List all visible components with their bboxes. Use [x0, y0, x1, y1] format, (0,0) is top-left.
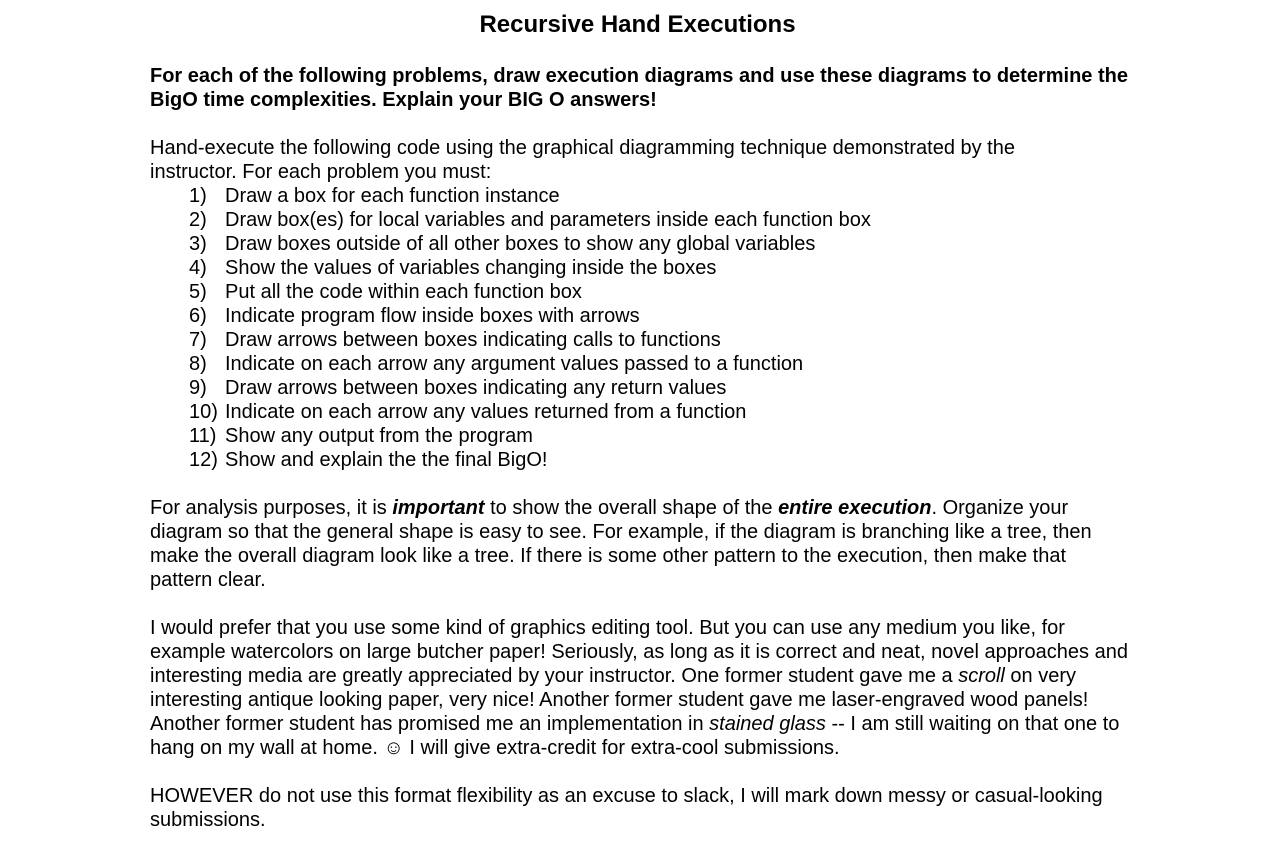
list-item: [150, 256, 1130, 280]
step-text: Show and explain the the final BigO!: [225, 449, 548, 471]
step-text: Show the values of variables changing inside the boxes: [225, 257, 717, 279]
medium-text-2: on very interesting antique looking paper, very nice! Another former student gave me laser-engraved wood panels! Another former student has promised me an implementation in: [150, 665, 1089, 735]
step-number: 5): [189, 281, 207, 303]
list-item: [150, 328, 1130, 352]
warning-paragraph: HOWEVER do not use this format flexibility as an excuse to slack, I will mark down messy or casual-looking submissions.: [150, 785, 1103, 831]
list-item: [150, 376, 1130, 400]
document-body: [150, 64, 1130, 832]
instructions-line-2: instructor. For each problem you must:: [150, 161, 492, 183]
list-item: [150, 208, 1130, 232]
step-text: Indicate on each arrow any values returned from a function: [225, 401, 747, 423]
step-text: Draw arrows between boxes indicating any return values: [225, 377, 727, 399]
step-number: 3): [189, 233, 207, 255]
step-text: Put all the code within each function box: [225, 281, 582, 303]
list-item: [150, 424, 1130, 448]
step-number: 1): [189, 185, 207, 207]
list-item: [150, 352, 1130, 376]
page-title: Recursive Hand Executions: [479, 11, 796, 38]
step-text: Indicate program flow inside boxes with arrows: [225, 305, 640, 327]
medium-text-1: I would prefer that you use some kind of graphics editing tool. But you can use any medium you like, for example watercolors on large butcher paper! Seriously, as long as it is correct and neat, novel approaches and interesting media are greatly appreciated by your instructor. One former student gave me a: [150, 617, 1128, 687]
step-number: 6): [189, 305, 207, 327]
step-number: 9): [189, 377, 207, 399]
step-number: 4): [189, 257, 207, 279]
instructions-line-1: Hand-execute the following code using the graphical diagramming technique demonstrated by the: [150, 137, 1015, 159]
stained-glass-emphasis: stained glass: [709, 713, 826, 735]
step-text: Draw box(es) for local variables and parameters inside each function box: [225, 209, 871, 231]
step-text: Draw arrows between boxes indicating calls to functions: [225, 329, 721, 351]
step-number: 7): [189, 329, 207, 351]
instructions-paragraph: [150, 136, 1130, 184]
step-number: 2): [189, 209, 207, 231]
analysis-text-2: to show the overall shape of the: [484, 497, 779, 519]
step-text: Indicate on each arrow any argument values passed to a function: [225, 353, 804, 375]
step-number: 11): [189, 425, 217, 447]
entire-execution-emphasis: entire execution: [778, 497, 932, 519]
step-number: 12): [189, 449, 218, 471]
medium-paragraph: [150, 616, 1130, 760]
step-text: Draw a box for each function instance: [225, 185, 560, 207]
list-item: [150, 184, 1130, 208]
medium-text-3: -- I am still waiting on that one to hang on my wall at home. ☺ I will give extra-credit for extra-cool submissions.: [150, 713, 1120, 759]
step-number: 10): [189, 401, 218, 423]
list-item: [150, 304, 1130, 328]
intro-paragraph: For each of the following problems, draw execution diagrams and use these diagrams to determine the BigO time complexities. Explain your BIG O answers!: [150, 65, 1128, 111]
step-number: 8): [189, 353, 207, 375]
analysis-paragraph: [150, 496, 1130, 592]
scroll-emphasis: scroll: [958, 665, 1005, 687]
step-text: Show any output from the program: [225, 425, 533, 447]
analysis-text-1: For analysis purposes, it is: [150, 497, 393, 519]
steps-list: [150, 184, 1130, 472]
list-item: [150, 232, 1130, 256]
important-emphasis: important: [392, 497, 485, 519]
analysis-text-3: . Organize your diagram so that the general shape is easy to see. For example, if the diagram is branching like a tree, then make the overall diagram look like a tree. If there is some other pattern to the execution, then make that pattern clear.: [150, 497, 1092, 591]
step-text: Draw boxes outside of all other boxes to show any global variables: [225, 233, 816, 255]
list-item: [150, 280, 1130, 304]
list-item: [150, 400, 1130, 424]
list-item: [150, 448, 1130, 472]
